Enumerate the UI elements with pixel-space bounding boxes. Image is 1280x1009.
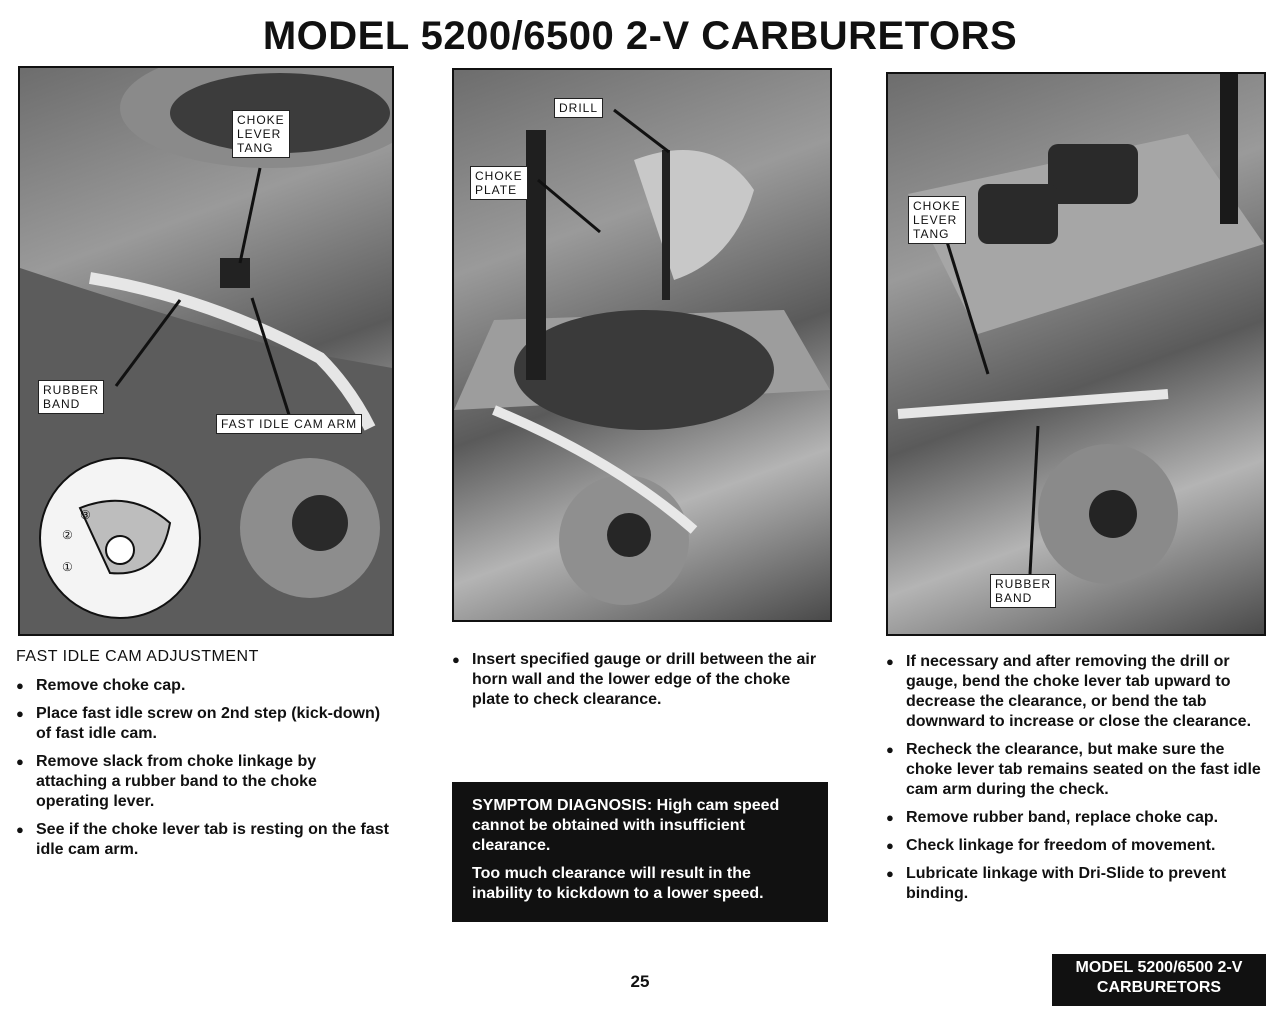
inset-number-1: ① bbox=[62, 560, 74, 574]
inset-number-3: ③ bbox=[80, 508, 92, 522]
column3-bullets bbox=[886, 652, 1262, 912]
list-item: ● Place fast idle screw on 2nd step (kick-down) of fast idle cam. bbox=[16, 704, 390, 744]
list-item: ● Remove choke cap. bbox=[16, 676, 390, 696]
label-fast-idle-cam-arm: FAST IDLE CAM ARM bbox=[216, 414, 362, 434]
column1-bullets bbox=[16, 676, 390, 868]
label-choke-plate: CHOKE PLATE bbox=[470, 166, 528, 200]
photo-drill-clearance bbox=[452, 68, 832, 622]
photo-right-drawing bbox=[888, 74, 1264, 634]
photo-left-drawing bbox=[20, 68, 392, 634]
photo-fast-idle-cam bbox=[18, 66, 394, 636]
label-rubber-band: RUBBER BAND bbox=[38, 380, 104, 414]
list-item: ● Insert specified gauge or drill between the air horn wall and the lower edge of the choke plate to check clearance. bbox=[452, 650, 828, 710]
inset-number-2: ② bbox=[62, 528, 74, 542]
list-item: ● Remove slack from choke linkage by attaching a rubber band to the choke operating lever. bbox=[16, 752, 390, 812]
list-item: ● Check linkage for freedom of movement. bbox=[886, 836, 1262, 856]
list-item: ● Recheck the clearance, but make sure the choke lever tab remains seated on the fast idle cam arm during the check. bbox=[886, 740, 1262, 800]
page-number: 25 bbox=[630, 972, 650, 991]
label-choke-lever-tang-right: CHOKE LEVER TANG bbox=[908, 196, 966, 244]
photo-bend-tab bbox=[886, 72, 1266, 636]
section-heading: FAST IDLE CAM ADJUSTMENT bbox=[16, 648, 259, 665]
photo-middle-drawing bbox=[454, 70, 830, 620]
list-item: ● See if the choke lever tab is resting on the fast idle cam arm. bbox=[16, 820, 390, 860]
label-choke-lever-tang: CHOKE LEVER TANG bbox=[232, 110, 290, 158]
label-rubber-band-right: RUBBER BAND bbox=[990, 574, 1056, 608]
list-item: ● Lubricate linkage with Dri-Slide to prevent binding. bbox=[886, 864, 1262, 904]
list-item: ● If necessary and after removing the drill or gauge, bend the choke lever tab upward to decrease the clearance, or bend the tab downward to increase or close the clearance. bbox=[886, 652, 1262, 732]
column2-bullets bbox=[452, 650, 828, 718]
symptom-diagnosis-box bbox=[452, 782, 828, 922]
page-title: MODEL 5200/6500 2-V CARBURETORS bbox=[262, 14, 1018, 58]
symptom-line-1: SYMPTOM DIAGNOSIS: High cam speed cannot be obtained with insufficient clearance. bbox=[472, 797, 780, 854]
footer-section-tab: MODEL 5200/6500 2-V CARBURETORS bbox=[1052, 954, 1266, 1006]
list-item: ● Remove rubber band, replace choke cap. bbox=[886, 808, 1262, 828]
label-drill: DRILL bbox=[554, 98, 603, 118]
symptom-line-2: Too much clearance will result in the inability to kickdown to a lower speed. bbox=[472, 865, 764, 902]
